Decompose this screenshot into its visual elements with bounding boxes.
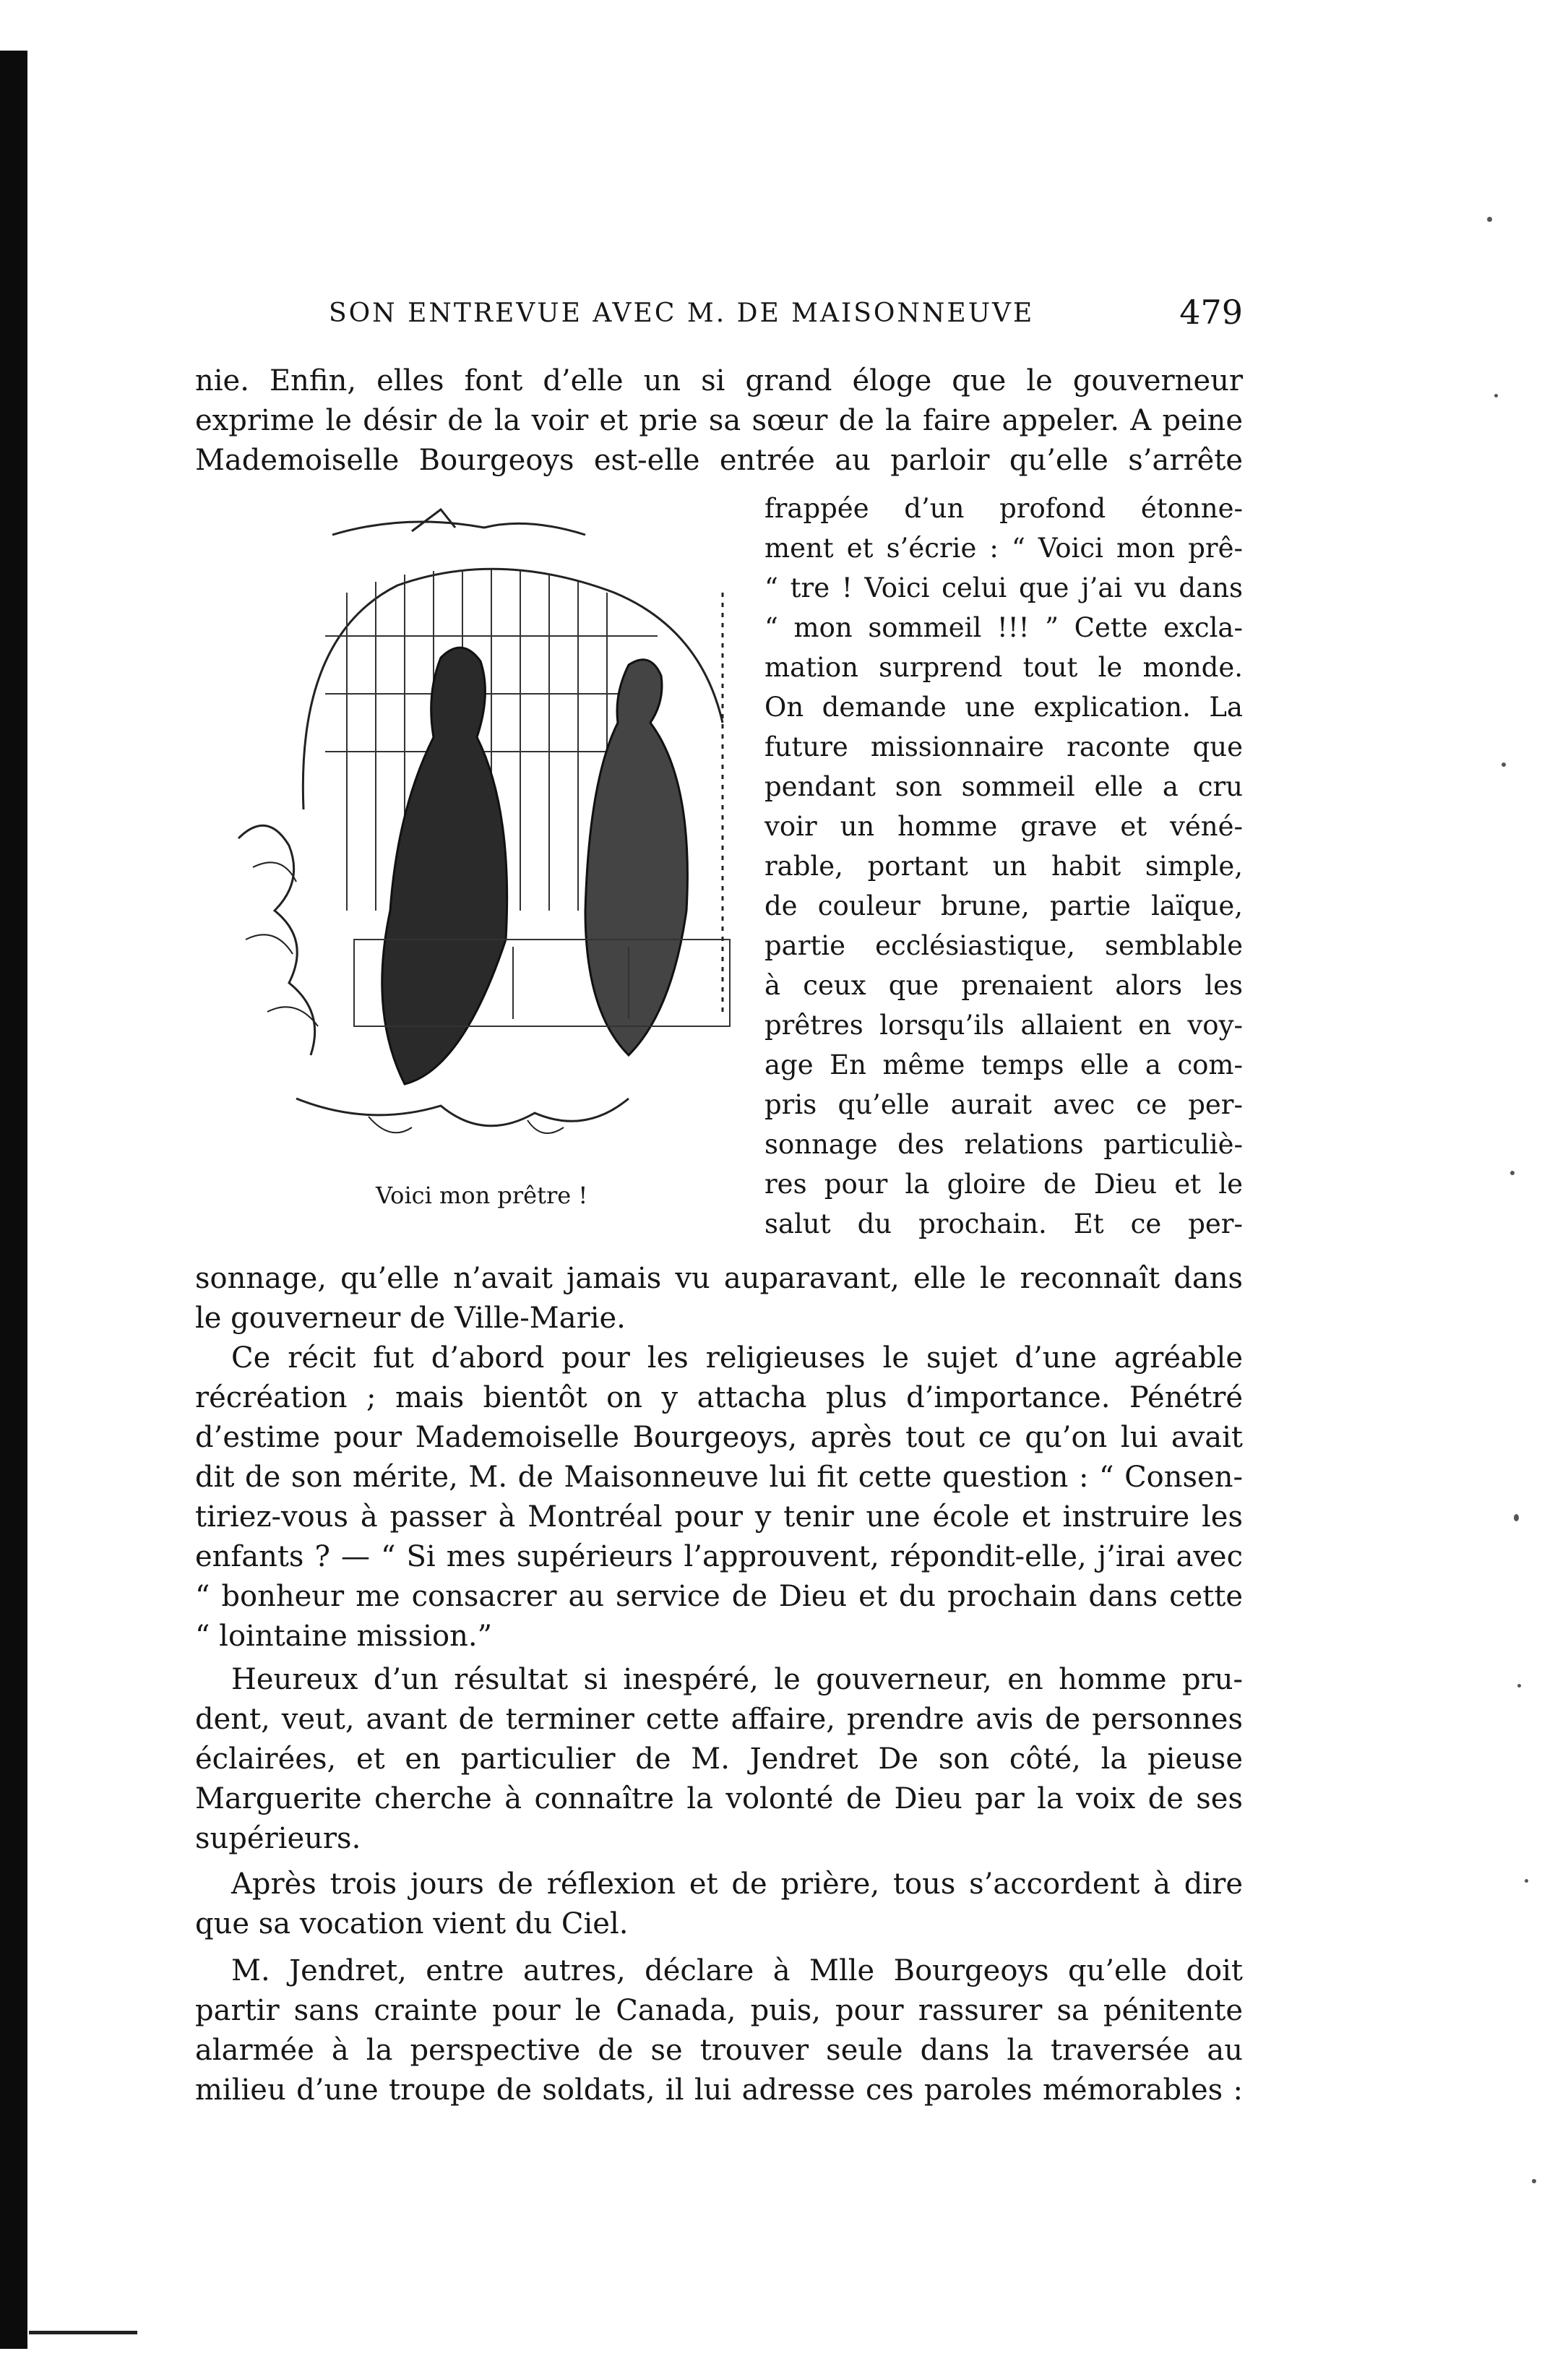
text-line: alarmée à la perspective de se trouver seule dans la traversée au <box>195 2034 1243 2067</box>
text-line: tiriez-vous à passer à Montréal pour y tenir une école et instruire les <box>195 1500 1243 1534</box>
text-line: res pour la gloire de Dieu et le <box>764 1169 1243 1200</box>
text-line: ment et s’écrie : “ Voici mon prê- <box>764 533 1243 564</box>
text-line: le gouverneur de Ville-Marie. <box>195 1302 626 1335</box>
body-paragraph <box>195 1865 1243 1944</box>
text-line: à ceux que prenaient alors les <box>764 970 1243 1001</box>
text-line: “ mon sommeil !!! ” Cette excla- <box>764 612 1243 643</box>
text-line: pris qu’elle aurait avec ce per- <box>764 1089 1243 1120</box>
text-line: dit de son mérite, M. de Maisonneuve lui fit cette question : “ Consen- <box>195 1461 1243 1494</box>
text-line: frappée d’un profond étonne- <box>764 493 1243 524</box>
spine-edge <box>29 2331 137 2334</box>
text-line: On demande une explication. La <box>764 692 1243 723</box>
page-header <box>329 293 1243 336</box>
text-line: éclairées, et en particulier de M. Jendret De son côté, la pieuse <box>195 1742 1243 1776</box>
running-title: SON ENTREVUE AVEC M. DE MAISONNEUVE <box>329 298 1035 328</box>
text-line: que sa vocation vient du Ciel. <box>195 1907 629 1940</box>
engraving-illustration <box>224 506 759 1156</box>
text-line: salut du prochain. Et ce per- <box>764 1208 1243 1239</box>
text-line: partir sans crainte pour le Canada, puis, pour rassurer sa pénitente <box>195 1994 1243 2027</box>
text-line: Heureux d’un résultat si inespéré, le gouverneur, en homme pru- <box>231 1663 1243 1696</box>
text-line: supérieurs. <box>195 1822 361 1855</box>
text-line: age En même temps elle a com- <box>764 1049 1243 1080</box>
text-line: d’estime pour Mademoiselle Bourgeoys, après tout ce qu’on lui avait <box>195 1421 1243 1454</box>
scan-speck <box>1525 1879 1528 1883</box>
text-line: récréation ; mais bientôt on y attacha plus d’importance. Pénétré <box>195 1381 1243 1414</box>
scan-speck <box>1494 394 1498 397</box>
text-line: exprime le désir de la voir et prie sa sœur de la faire appeler. A peine <box>195 404 1243 437</box>
page-number: 479 <box>1179 293 1243 332</box>
text-line: voir un homme grave et véné- <box>764 811 1243 842</box>
text-line: future missionnaire raconte que <box>764 731 1243 762</box>
text-line: nie. Enfin, elles font d’elle un si grand éloge que le gouverneur <box>195 364 1243 397</box>
body-paragraph <box>195 1660 1243 1859</box>
text-line: Ce récit fut d’abord pour les religieuses le sujet d’une agréable <box>231 1341 1243 1375</box>
scan-speck <box>1487 217 1492 222</box>
text-line: Marguerite cherche à connaître la volonté de Dieu par la voix de ses <box>195 1782 1243 1815</box>
text-line: “ bonheur me consacrer au service de Dieu et du prochain dans cette <box>195 1580 1243 1613</box>
text-line: sonnage, qu’elle n’avait jamais vu auparavant, elle le reconnaît dans <box>195 1262 1243 1295</box>
text-line: Après trois jours de réflexion et de prière, tous s’accordent à dire <box>231 1867 1243 1901</box>
text-line: “ lointaine mission.” <box>195 1620 493 1653</box>
text-line: Mademoiselle Bourgeoys est-elle entrée au parloir qu’elle s’arrête <box>195 444 1243 477</box>
side-text-block <box>764 489 1243 1244</box>
engraving-drawing <box>224 506 759 1156</box>
text-line: prêtres lorsqu’ils allaient en voy- <box>764 1010 1243 1041</box>
book-spine-shadow <box>0 51 27 2349</box>
body-paragraph <box>195 1951 1243 2110</box>
text-line: rable, portant un habit simple, <box>764 851 1243 882</box>
text-line: pendant son sommeil elle a cru <box>764 771 1243 802</box>
body-paragraph <box>195 1259 1243 1338</box>
scan-speck <box>1517 1684 1521 1688</box>
scan-speck <box>1502 762 1506 767</box>
scan-speck <box>1510 1171 1515 1175</box>
text-line: M. Jendret, entre autres, déclare à Mlle Bourgeoys qu’elle doit <box>231 1954 1243 1987</box>
text-line: sonnage des relations particuliè- <box>764 1129 1243 1160</box>
text-line: mation surprend tout le monde. <box>764 652 1243 683</box>
text-line: partie ecclésiastique, semblable <box>764 930 1243 961</box>
scan-speck <box>1532 2179 1536 2183</box>
text-line: milieu d’une troupe de soldats, il lui adresse ces paroles mémorables : <box>195 2073 1243 2107</box>
text-line: “ tre ! Voici celui que j’ai vu dans <box>764 572 1243 603</box>
body-paragraph <box>195 1338 1243 1656</box>
text-line: dent, veut, avant de terminer cette affaire, prendre avis de personnes <box>195 1703 1243 1736</box>
text-line: de couleur brune, partie laïque, <box>764 890 1243 921</box>
text-line: enfants ? — “ Si mes supérieurs l’approuvent, répondit-elle, j’irai avec <box>195 1540 1243 1573</box>
figure-caption: Voici mon prêtre ! <box>376 1182 588 1209</box>
scan-speck <box>1514 1514 1519 1521</box>
top-text-block <box>195 361 1243 481</box>
